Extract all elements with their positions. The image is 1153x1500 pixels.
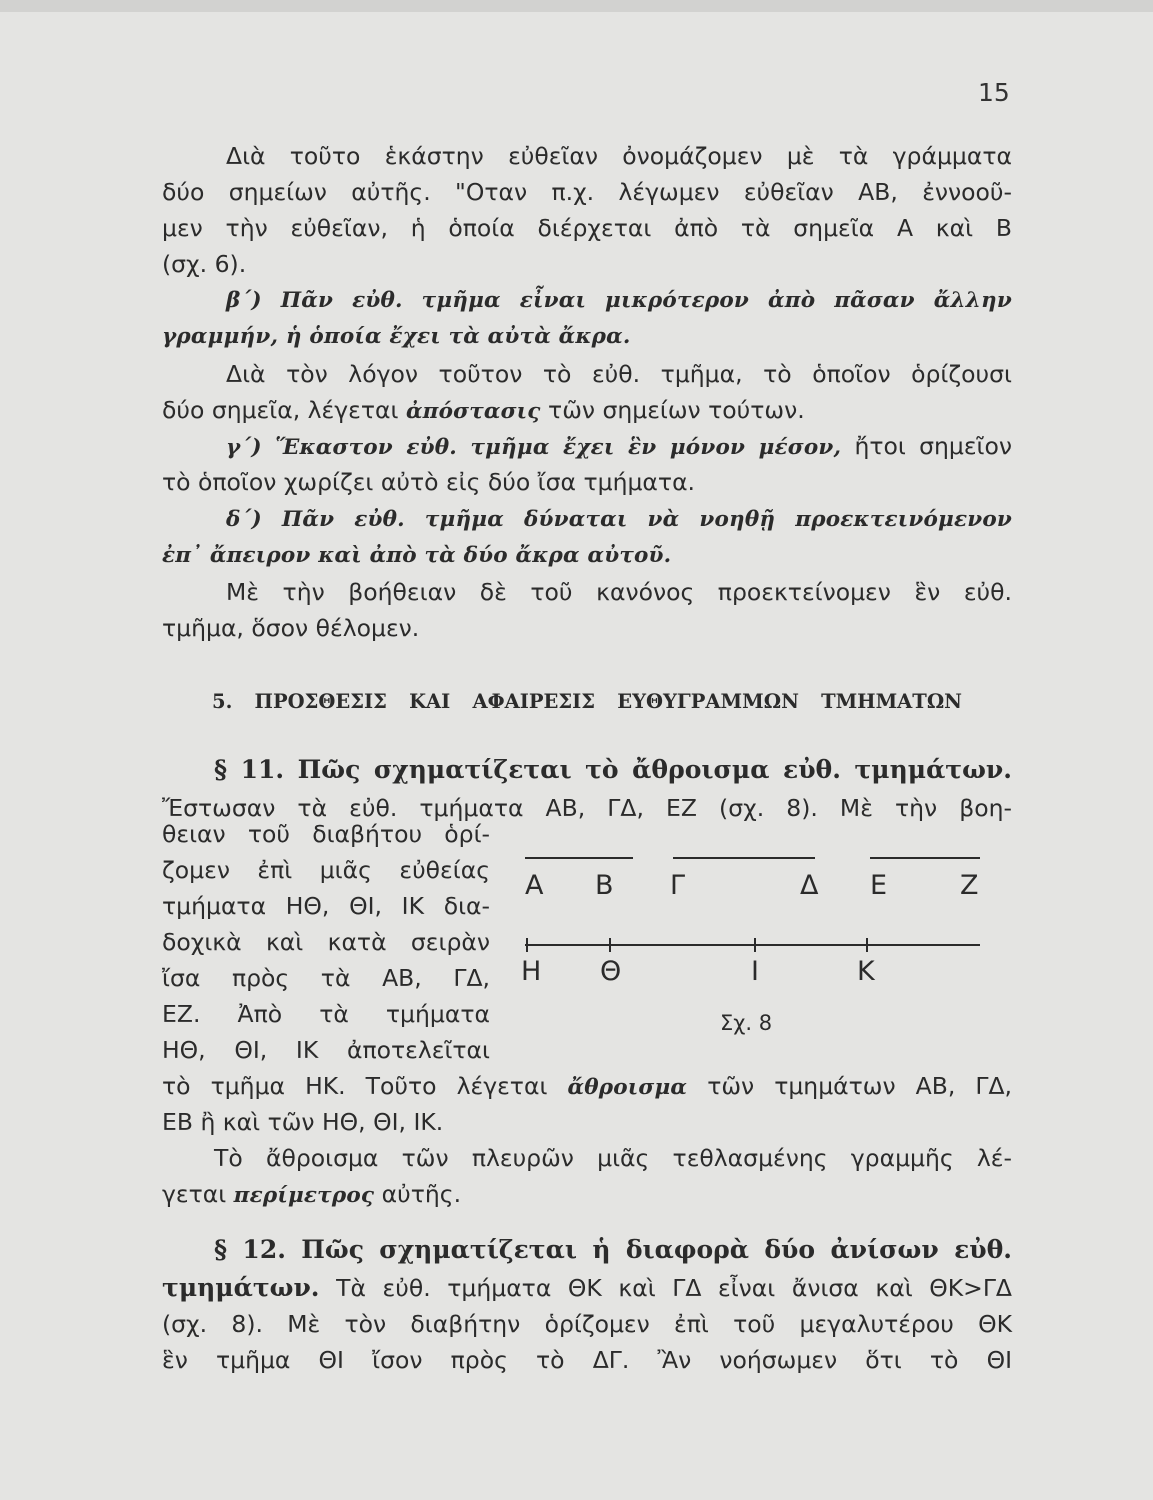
sec12-title-cont: τμημάτων. [162, 1273, 320, 1302]
page-number: 15 [978, 78, 1010, 107]
sec11-narrow-line: ΕΖ. Ἀπὸ τὰ τμήματα [162, 1000, 490, 1028]
sec11-narrow-line: ΗΘ, ΘΙ, ΙΚ ἀποτελεῖται [162, 1036, 490, 1064]
figure-8 [515, 840, 995, 1040]
prop-d-line: ἐπ᾽ ἄπειρον καὶ ἀπὸ τὰ δύο ἄκρα αὐτοῦ. [162, 543, 672, 568]
prop-d-line: δ΄) Πᾶν εὐθ. τμῆμα δύναται νὰ νοηθῇ προεκτεινόμενον [226, 507, 1012, 532]
sec11-title: § 11. Πῶς σχηματίζεται τὸ ἄθροισμα εὐθ. τμημάτων. [214, 755, 1012, 784]
sec12-text: Τὰ εὐθ. τμήματα ΘΚ καὶ ΓΔ εἶναι ἄνισα καὶ ΘΚ>ΓΔ [319, 1274, 1012, 1302]
para2-line: Διὰ τὸν λόγον τοῦτον τὸ εὐθ. τμῆμα, τὸ ὁποῖον ὁρίζουσι [226, 360, 1012, 388]
label-I: Ι [751, 956, 759, 987]
label-Th: Θ [600, 956, 622, 987]
para1-line: Διὰ τοῦτο ἑκάστην εὐθεῖαν ὀνομάζομεν μὲ τὰ γράμματα [226, 142, 1012, 170]
para3-line: τμῆμα, ὅσον θέλομεν. [162, 614, 420, 642]
section-heading: 5. ΠΡΟΣΘΕΣΙΣ ΚΑΙ ΑΦΑΙΡΕΣΙΣ ΕΥΘΥΓΡΑΜΜΩΝ ΤΜΗΜΑΤΩΝ [212, 690, 962, 713]
prop-b-line: β΄) Πᾶν εὐθ. τμῆμα εἶναι μικρότερον ἀπὸ πᾶσαν ἄλλην [226, 288, 1012, 313]
prop-c-emphasis: γ΄) Ἕκαστον εὐθ. τμῆμα ἔχει ἓν μόνον μέσον, [226, 435, 842, 460]
sec11-line: Ἔστωσαν τὰ εὐθ. τμήματα ΑΒ, ΓΔ, ΕΖ (σχ. 8). Μὲ τὴν βοη- [162, 794, 1012, 822]
term-perimetros: περίμετρος [233, 1183, 375, 1208]
label-Z: Ζ [960, 870, 979, 901]
sec11-narrow-line: ἴσα πρὸς τὰ ΑΒ, ΓΔ, [162, 964, 490, 992]
perimeter-line [162, 1176, 1012, 1214]
label-A: Α [525, 870, 544, 901]
term-athroisma: ἄθροισμα [567, 1075, 688, 1100]
prop-c-line [226, 428, 1012, 466]
label-G: Γ [670, 870, 686, 901]
sec11-narrow-line: τμήματα ΗΘ, ΘΙ, ΙΚ δια- [162, 892, 490, 920]
para2-line [162, 392, 1012, 430]
para1-line: μεν τὴν εὐθεῖαν, ἡ ὁποία διέρχεται ἀπὸ τὰ σημεῖα Α καὶ Β [162, 214, 1012, 242]
sec11-narrow-line: δοχικὰ καὶ κατὰ σειρὰν [162, 928, 490, 956]
term-apostasis: ἀπόστασις [405, 399, 541, 424]
sec11-narrow-line: θειαν τοῦ διαβήτου ὁρί- [162, 820, 490, 848]
sec11-text: τὸ τμῆμα ΗΚ. Τοῦτο λέγεται [162, 1072, 568, 1100]
sec12-line: (σχ. 8). Μὲ τὸν διαβήτην ὁρίζομεν ἐπὶ τοῦ μεγαλυτέρου ΘΚ [162, 1310, 1012, 1338]
para2-text: τῶν σημείων τούτων. [540, 396, 805, 424]
sec11-line [162, 1068, 1012, 1106]
sec12-line [162, 1270, 1012, 1306]
para2-text: δύο σημεῖα, λέγεται [162, 396, 406, 424]
label-B: Β [595, 870, 614, 901]
figure-caption: Σχ. 8 [720, 1011, 773, 1035]
sec12-line: ἓν τμῆμα ΘΙ ἴσον πρὸς τὸ ΔΓ. Ἂν νοήσωμεν ὅτι τὸ ΘΙ [162, 1346, 1012, 1374]
prop-b-line: γραμμήν, ἡ ὁποία ἔχει τὰ αὐτὰ ἄκρα. [162, 324, 631, 349]
para3-line: Μὲ τὴν βοήθειαν δὲ τοῦ κανόνος προεκτείνομεν ἓν εὐθ. [226, 578, 1012, 606]
label-D: Δ [800, 870, 819, 901]
label-E: Ε [870, 870, 888, 901]
sec11-text: τῶν τμημάτων ΑΒ, ΓΔ, [687, 1072, 1013, 1100]
perimeter-line: Τὸ ἄθροισμα τῶν πλευρῶν μιᾶς τεθλασμένης γραμμῆς λέ- [214, 1144, 1012, 1172]
sec11-line: ΕΒ ἢ καὶ τῶν ΗΘ, ΘΙ, ΙΚ. [162, 1108, 444, 1136]
label-K: Κ [857, 956, 875, 987]
sec12-title: § 12. Πῶς σχηματίζεται ἡ διαφορὰ δύο ἀνίσων εὐθ. [214, 1235, 1012, 1264]
prop-c-text: ἤτοι σημεῖον [841, 432, 1012, 460]
para1-line: (σχ. 6). [162, 250, 247, 278]
label-H: Η [521, 956, 542, 987]
prop-c-line: τὸ ὁποῖον χωρίζει αὐτὸ εἰς δύο ἴσα τμήματα. [162, 468, 696, 496]
figure-8-drawing [515, 840, 995, 1040]
perimeter-text: αὐτῆς. [374, 1180, 462, 1208]
sec11-narrow-line: ζομεν ἐπὶ μιᾶς εὐθείας [162, 856, 490, 884]
perimeter-text: γεται [162, 1180, 234, 1208]
scan-top-edge [0, 0, 1153, 12]
para1-line: δύο σημείων αὐτῆς. "Οταν π.χ. λέγωμεν εὐθεῖαν ΑΒ, ἐννοοῦ- [162, 178, 1012, 206]
